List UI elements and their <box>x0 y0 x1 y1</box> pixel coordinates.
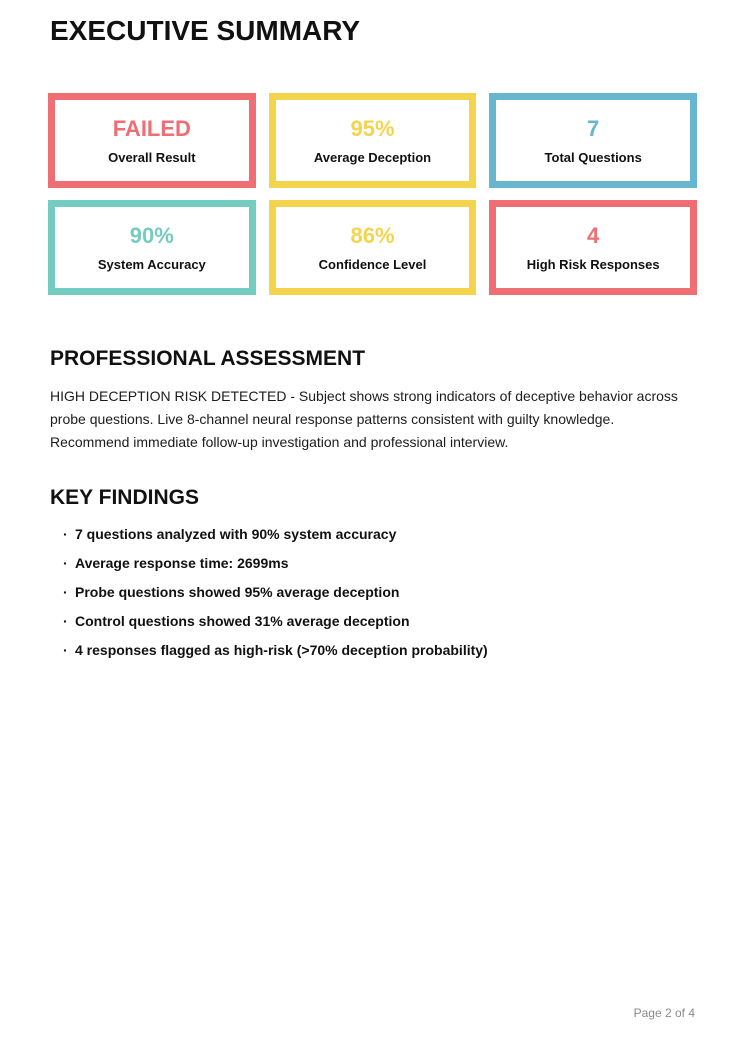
metric-label-high-risk-responses: High Risk Responses <box>526 256 660 272</box>
metric-label-total-questions: Total Questions <box>544 149 642 165</box>
findings-heading: KEY FINDINGS <box>50 486 199 509</box>
finding-item: · 7 questions analyzed with 90% system accuracy <box>63 527 697 541</box>
assessment-heading: PROFESSIONAL ASSESSMENT <box>50 347 366 370</box>
page-title: EXECUTIVE SUMMARY <box>50 15 361 46</box>
metric-value-average-deception: 95% <box>350 115 395 141</box>
assessment-body: HIGH DECEPTION RISK DETECTED - Subject shows strong indicators of deceptive behavior across probe questions. Live 8-channel neural response patterns consistent with guilty knowledge. Recommend immediate follow-up investigation and professional interview. <box>50 388 678 450</box>
page-number: Page 2 of 4 <box>633 1006 695 1020</box>
metric-card-overall-result <box>48 93 256 188</box>
metric-card-average-deception <box>269 93 477 188</box>
finding-item: · Probe questions showed 95% average deception <box>63 585 697 599</box>
metric-card-total-questions <box>489 93 697 188</box>
metric-value-system-accuracy: 90% <box>129 222 174 248</box>
finding-item: · Control questions showed 31% average deception <box>63 614 697 628</box>
metric-value-overall-result: FAILED <box>112 115 191 141</box>
metric-value-confidence-level: 86% <box>350 222 395 248</box>
metric-value-total-questions: 7 <box>587 115 600 141</box>
finding-item: · Average response time: 2699ms <box>63 556 697 570</box>
metric-card-system-accuracy <box>48 200 256 295</box>
findings-list <box>50 527 697 657</box>
finding-item: · 4 responses flagged as high-risk (>70% deception probability) <box>63 643 697 657</box>
summary-cards <box>48 93 697 295</box>
metric-label-average-deception: Average Deception <box>313 149 432 165</box>
metric-label-system-accuracy: System Accuracy <box>97 256 206 272</box>
metric-card-high-risk-responses <box>489 200 697 295</box>
metric-card-confidence-level <box>269 200 477 295</box>
metric-label-confidence-level: Confidence Level <box>318 256 427 272</box>
metric-label-overall-result: Overall Result <box>108 149 196 165</box>
metric-value-high-risk-responses: 4 <box>587 222 600 248</box>
